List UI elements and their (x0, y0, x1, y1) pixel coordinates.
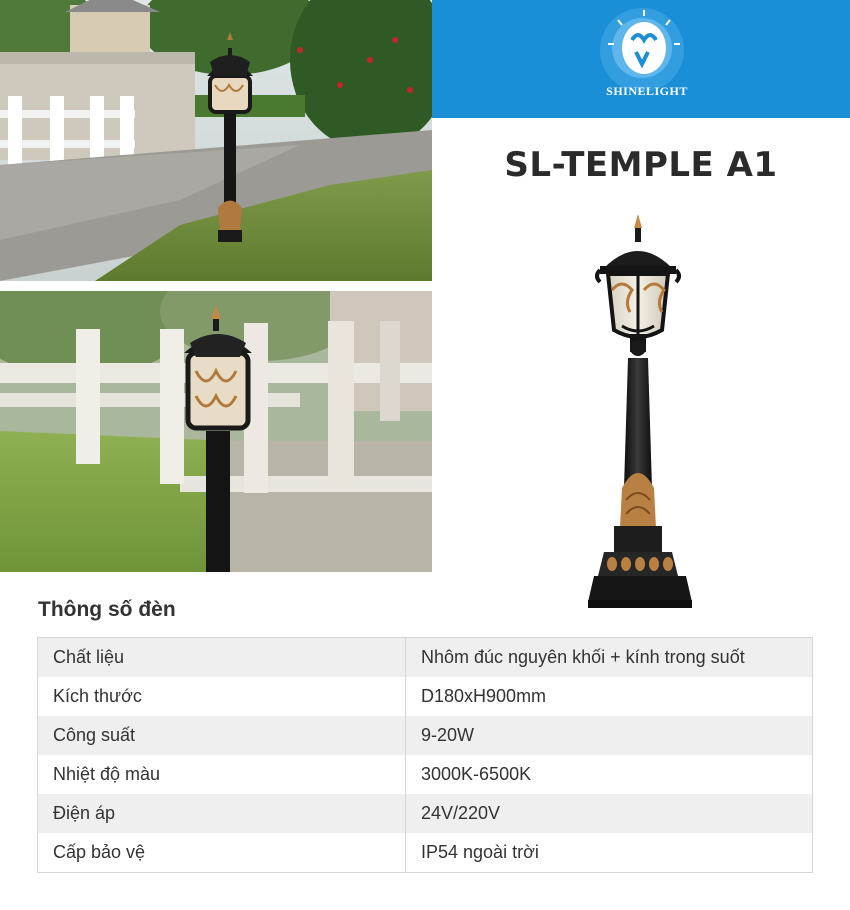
specs-heading: Thông số đèn (38, 598, 176, 621)
spec-value: 9-20W (406, 716, 813, 755)
garden-lamp-photo-driveway (0, 0, 432, 281)
table-row (38, 638, 813, 678)
spec-value: D180xH900mm (421, 686, 547, 706)
spec-table (37, 637, 813, 873)
spec-label: Nhiệt độ màu (38, 755, 406, 794)
garden-lamp-photo-fence (0, 291, 432, 572)
spec-value: 24V/220V (406, 794, 813, 833)
spec-value: IP54 ngoài trời (421, 842, 539, 862)
table-row (38, 755, 813, 794)
spec-label: Chất liệu (38, 638, 406, 678)
table-row (38, 716, 813, 755)
spec-label: Cấp bảo vệ (38, 833, 406, 873)
spec-label: Điện áp (38, 794, 406, 833)
table-row (38, 833, 813, 873)
spec-label: Công suất (38, 716, 406, 755)
brand-banner (432, 0, 850, 118)
product-lamp-image (560, 208, 720, 613)
table-row (38, 794, 813, 833)
spec-label: Kích thước (38, 677, 406, 716)
table-row (38, 677, 813, 716)
product-title: SL-TEMPLE A1 (504, 145, 778, 185)
brand-name: SHINELIGHT (606, 84, 688, 98)
spec-value: 3000K-6500K (421, 764, 532, 784)
spec-value: Nhôm đúc nguyên khối + kính trong suốt (406, 638, 813, 678)
